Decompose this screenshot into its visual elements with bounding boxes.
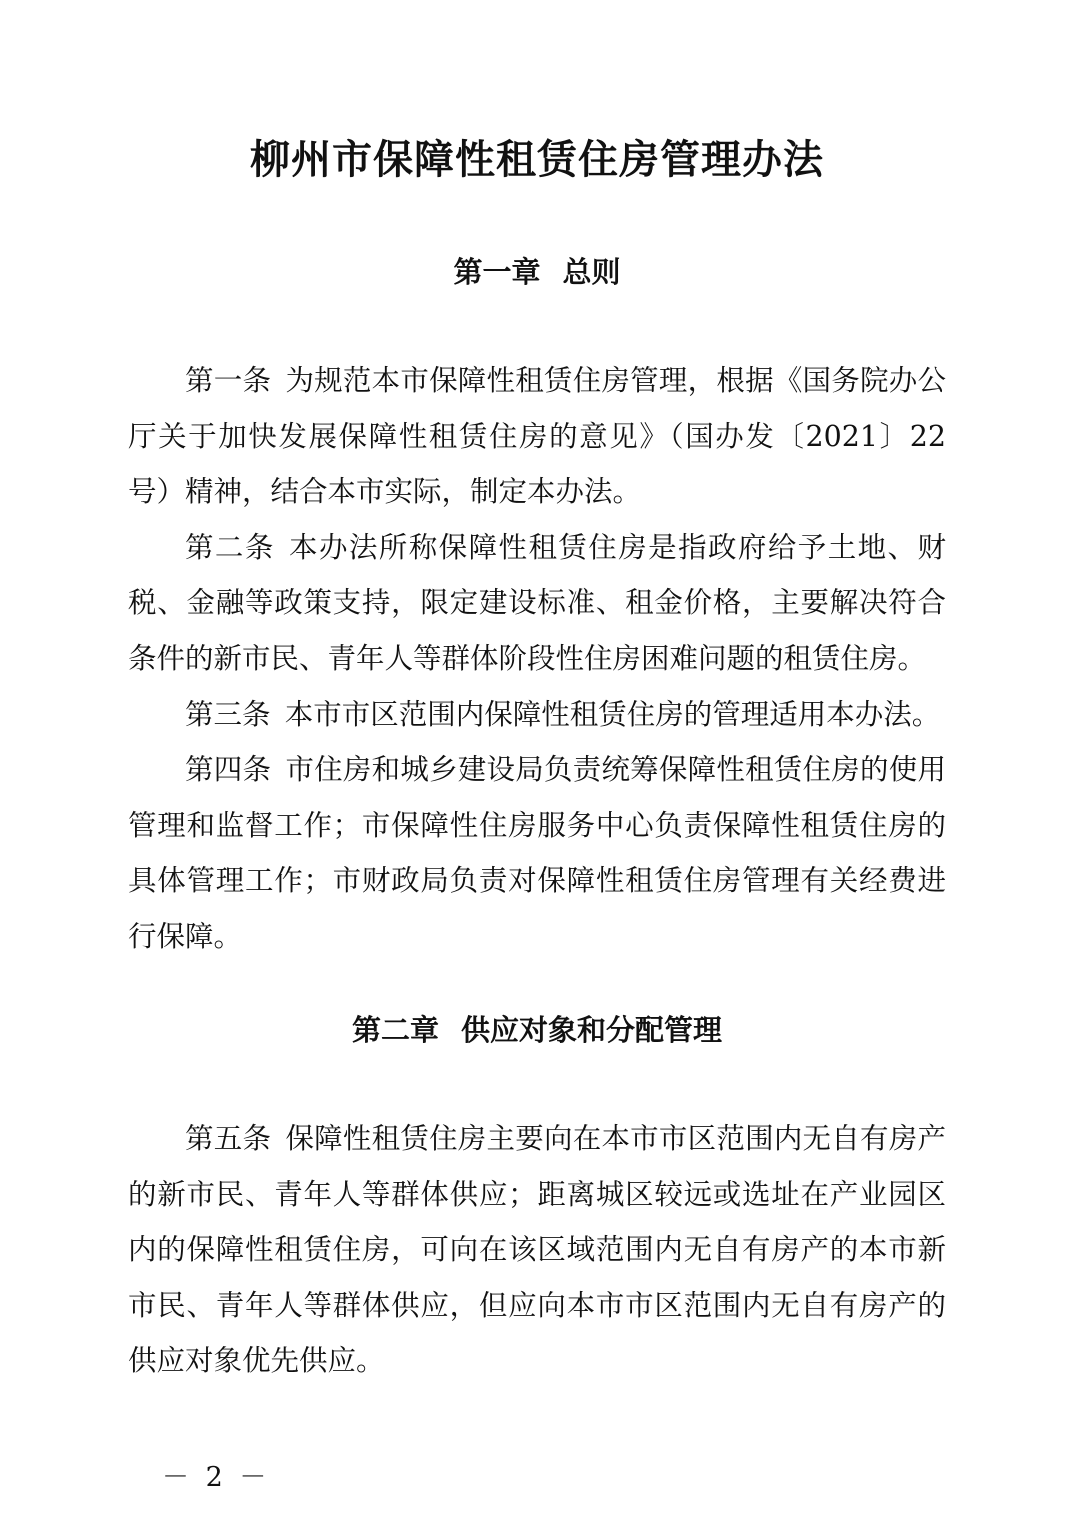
article-text: 保障性租赁住房主要向在本市市区范围内无自有房产的新市民、青年人等群体供应；距离城区较远或选址在产业园区内的保障性租赁住房，可向在该区域范围内无自有房产的本市新市民、青年人等群体供应，但应向本市市区范围内无自有房产的供应对象优先供应。 bbox=[128, 1122, 946, 1378]
article-text: 市住房和城乡建设局负责统筹保障性租赁住房的使用管理和监督工作；市保障性住房服务中心负责保障性租赁住房的具体管理工作；市财政局负责对保障性租赁住房管理有关经费进行保障。 bbox=[128, 753, 946, 953]
article-3 bbox=[128, 687, 946, 743]
chapter-heading-supply: 第二章 供应对象和分配管理 bbox=[351, 1013, 723, 1047]
article-number: 第四条 bbox=[185, 753, 272, 787]
article-text: 本市市区范围内保障性租赁住房的管理适用本办法。 bbox=[284, 697, 941, 731]
article-2 bbox=[128, 520, 946, 687]
chapter-heading-general: 第一章 总则 bbox=[453, 255, 621, 289]
article-4 bbox=[128, 742, 946, 964]
article-number: 第二条 bbox=[185, 530, 275, 564]
page-number: － 2 － bbox=[162, 1462, 271, 1493]
chapter-2-articles bbox=[128, 1111, 946, 1389]
article-number: 第三条 bbox=[185, 697, 271, 731]
article-1 bbox=[128, 353, 946, 520]
article-5 bbox=[128, 1111, 946, 1389]
article-text: 本办法所称保障性租赁住房是指政府给予土地、财税、金融等政策支持，限定建设标准、租金价格，主要解决符合条件的新市民、青年人等群体阶段性住房困难问题的租赁住房。 bbox=[128, 530, 946, 675]
article-text: 为规范本市保障性租赁住房管理，根据《国务院办公厅关于加快发展保障性租赁住房的意见》（国办发〔2021〕22号）精神，结合本市实际，制定本办法。 bbox=[128, 364, 946, 509]
document-title: 柳州市保障性租赁住房管理办法 bbox=[250, 136, 824, 183]
chapter-1-articles bbox=[128, 353, 946, 965]
article-number: 第一条 bbox=[185, 364, 272, 397]
article-number: 第五条 bbox=[185, 1122, 272, 1155]
